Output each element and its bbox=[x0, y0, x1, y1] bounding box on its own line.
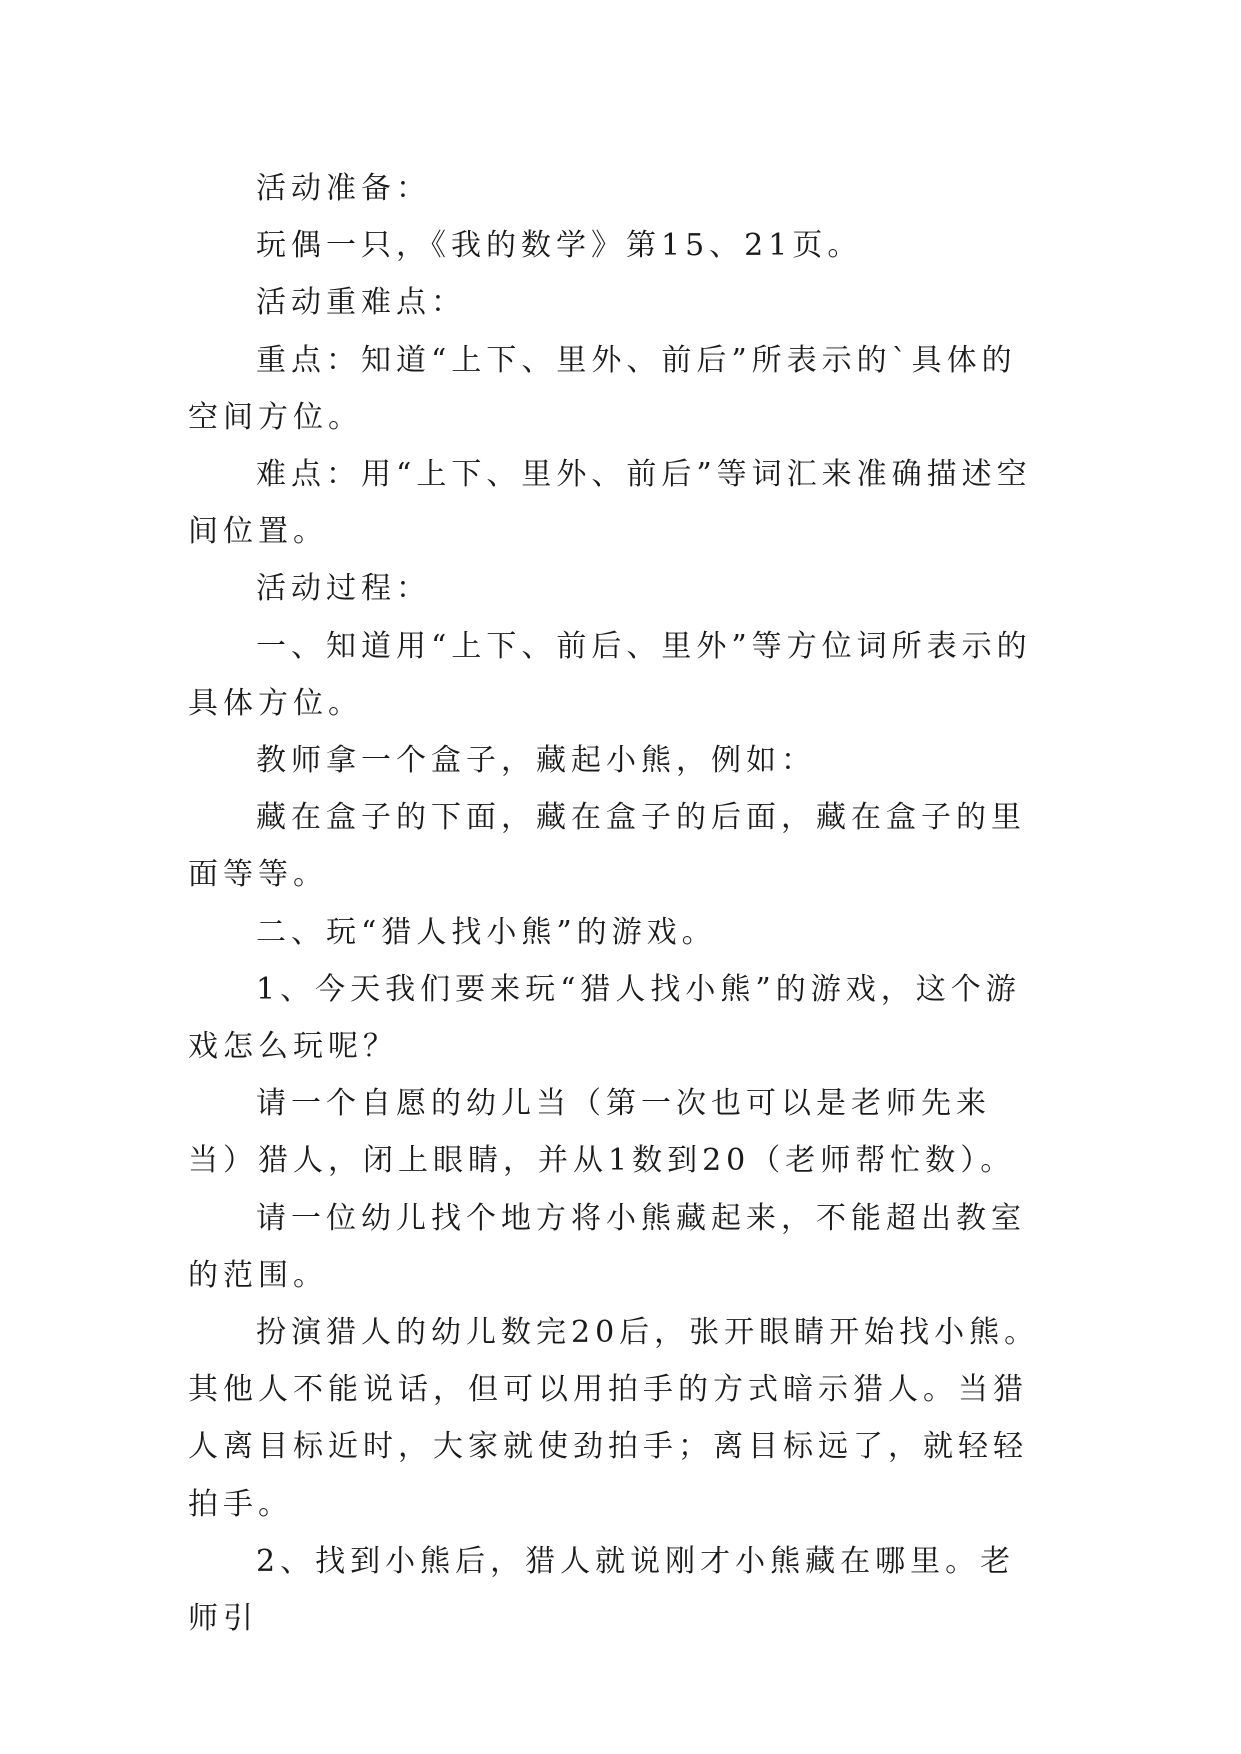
paragraph: 扮演猎人的幼儿数完20后，张开眼睛开始找小熊。其他人不能说话，但可以用拍手的方式暗示猎人。当猎人离目标近时，大家就使劲拍手；离目标远了，就轻轻拍手。 bbox=[188, 1315, 1040, 1522]
paragraph: 玩偶一只，《我的数学》第15、21页。 bbox=[256, 228, 863, 264]
paragraph: 活动过程： bbox=[256, 571, 431, 607]
paragraph: 一、知道用“上下、前后、里外”等方位词所表示的具体方位。 bbox=[188, 628, 1032, 721]
paragraph: 活动准备： bbox=[256, 171, 431, 206]
document-body bbox=[188, 160, 1044, 1647]
paragraph: 藏在盒子的下面，藏在盒子的后面，藏在盒子的里面等等。 bbox=[188, 800, 1026, 893]
paragraph: 难点：用“上下、里外、前后”等词汇来准确描述空间位置。 bbox=[188, 457, 1032, 550]
paragraph: 请一位幼儿找个地方将小熊藏起来，不能超出教室的范围。 bbox=[188, 1200, 1026, 1293]
paragraph: 二、玩“猎人找小熊”的游戏。 bbox=[256, 914, 717, 950]
paragraph: 请一个自愿的幼儿当（第一次也可以是老师先来当）猎人，闭上眼睛，并从1数到20（老师帮忙数）。 bbox=[188, 1086, 1016, 1179]
paragraph: 活动重难点： bbox=[256, 285, 466, 321]
paragraph: 1、今天我们要来玩“猎人找小熊”的游戏，这个游戏怎么玩呢？ bbox=[188, 971, 1021, 1065]
paragraph: 教师拿一个盒子，藏起小熊，例如： bbox=[256, 743, 816, 779]
paragraph: 重点：知道“上下、里外、前后”所表示的`具体的空间方位。 bbox=[188, 342, 1017, 435]
paragraph: 2、找到小熊后，猎人就说刚才小熊藏在哪里。老师引 bbox=[188, 1543, 1016, 1637]
